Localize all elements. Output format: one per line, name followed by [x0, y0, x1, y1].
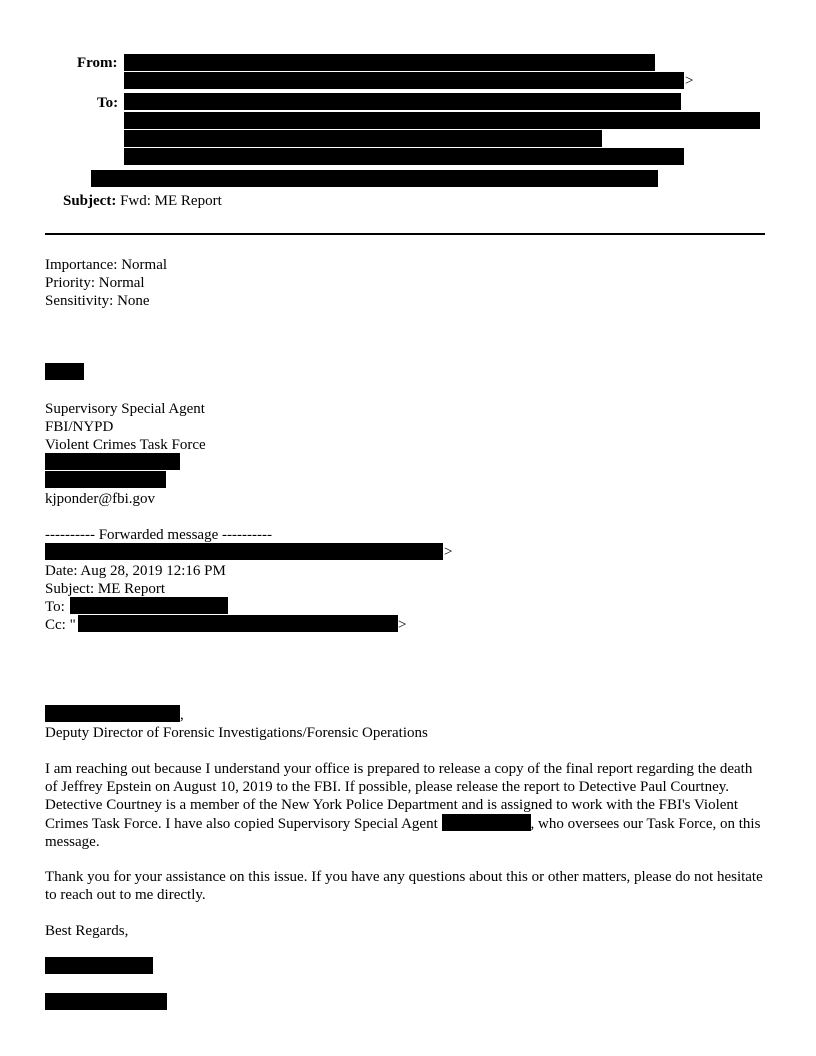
from-suffix: >: [685, 73, 694, 89]
redaction-from-line-2: [124, 72, 684, 89]
redaction-sender-name: [45, 363, 84, 380]
redaction-cc-line: [91, 170, 658, 187]
salutation-comma: ,: [180, 707, 184, 723]
redaction-to-line-1: [124, 93, 681, 110]
redaction-inline-agent: [442, 814, 531, 831]
forwarded-to-label: To:: [45, 599, 65, 615]
redaction-to-line-3: [124, 130, 602, 147]
redaction-from-line-1: [124, 54, 655, 71]
priority: Priority: Normal: [45, 275, 145, 291]
header-divider: [45, 233, 765, 235]
subject-label: Subject:: [63, 193, 117, 209]
redaction-to-line-4: [124, 148, 684, 165]
redaction-signature-phone-1: [45, 453, 180, 470]
redaction-forwarded-cc: [78, 615, 398, 632]
forwarded-cc-label: Cc: ": [45, 617, 76, 633]
redaction-closing-name: [45, 957, 153, 974]
redaction-to-line-2: [124, 112, 760, 129]
forwarded-cc-suffix: >: [398, 617, 407, 633]
to-label: To:: [97, 95, 119, 111]
redaction-forwarded-to: [70, 597, 228, 614]
body-paragraph-1-part-2: , who oversees our Task Force, on this message.: [45, 816, 761, 850]
redaction-signature-phone-2: [45, 471, 166, 488]
forwarded-subject: Subject: ME Report: [45, 581, 165, 597]
body-paragraph-1: [45, 760, 767, 851]
signature-unit: Violent Crimes Task Force: [45, 437, 206, 453]
body-paragraph-2: Thank you for your assistance on this issue. If you have any questions about this or other matters, please do not hesitate to reach out to me directly.: [45, 869, 763, 903]
from-label: From:: [77, 55, 118, 71]
forwarded-from-suffix: >: [444, 544, 453, 560]
importance: Importance: Normal: [45, 257, 168, 273]
subject-value: Fwd: ME Report: [120, 193, 222, 209]
signature-email: kjponder@fbi.gov: [45, 491, 156, 507]
redaction-forwarded-from: [45, 543, 443, 560]
redaction-recipient-name: [45, 705, 180, 722]
subject-line: [63, 192, 222, 210]
sensitivity: Sensitivity: None: [45, 293, 150, 309]
redaction-closing-title: [45, 993, 167, 1010]
closing: Best Regards,: [45, 923, 129, 939]
forwarded-separator: ---------- Forwarded message ----------: [45, 527, 272, 543]
signature-title: Supervisory Special Agent: [45, 401, 205, 417]
recipient-title: Deputy Director of Forensic Investigations/Forensic Operations: [45, 725, 428, 741]
signature-org: FBI/NYPD: [45, 419, 114, 435]
forwarded-date: Date: Aug 28, 2019 12:16 PM: [45, 563, 226, 579]
body-paragraph-1-part-1: I am reaching out because I understand your office is prepared to release a copy of the final report regarding the death of Jeffrey Epstein on August 10, 2019 to the FBI. If possible, please release the report to Detective Paul Courtney. Detective Courtney is a member of the New York Police Department and is assigned to work with the FBI's Violent Crimes Task Force. I have also copied Supervisory Special Agent: [45, 761, 753, 832]
